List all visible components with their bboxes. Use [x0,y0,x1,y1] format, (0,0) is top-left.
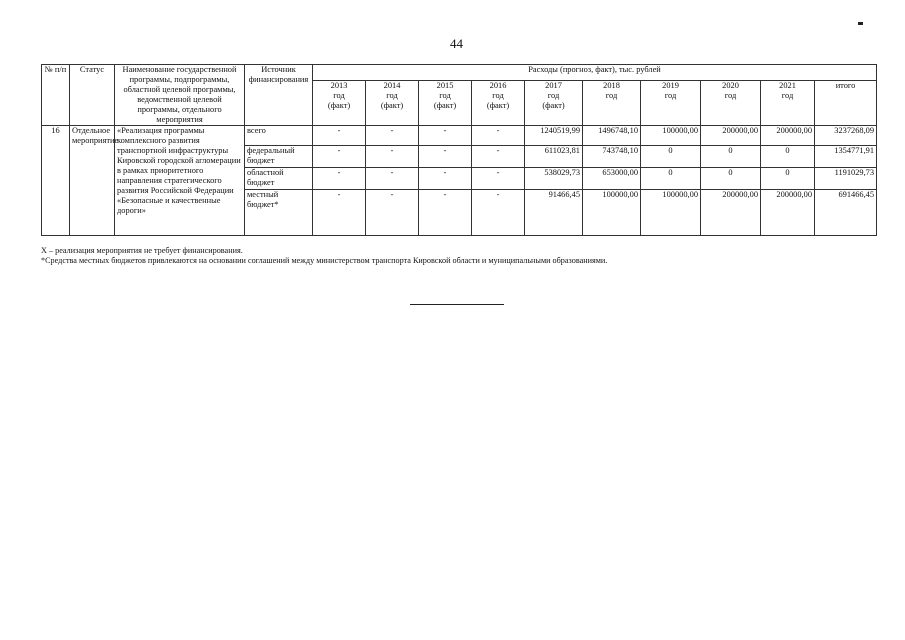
header-year-unit: год [724,90,737,100]
header-expenses: Расходы (прогноз, факт), тыс. рублей [313,65,877,81]
header-year-year: 2017 [545,80,562,90]
value-cell: - [366,146,419,168]
value-cell: - [419,190,472,236]
page-number: 44 [450,36,463,51]
header-year-year: 2015 [436,80,454,90]
value-cell: 0 [701,168,761,190]
header-year-unit: год [605,90,618,100]
value-cell: 691466,45 [815,190,877,236]
value-cell: 100000,00 [583,190,641,236]
value-cell: 200000,00 [761,190,815,236]
header-year-year: 2014 [383,80,401,90]
value-cell: - [366,126,419,146]
value-cell: 611023,81 [525,146,583,168]
header-year-2013 [313,80,366,125]
value-cell: 200000,00 [701,126,761,146]
footnote-local-budget: *Средства местных бюджетов привлекаются на основании соглашений между министерством транспорта Кировской области и муниципальными образованиями. [41,256,608,265]
header-year-2020 [701,80,761,125]
value-cell: 0 [701,146,761,168]
header-status: Статус [70,65,115,126]
header-year-unit: год [492,90,504,100]
header-source: Источник финансирования [245,65,313,126]
value-cell: 0 [761,146,815,168]
value-cell: 100000,00 [641,190,701,236]
header-year-unit: год [781,90,794,100]
value-cell: 200000,00 [701,190,761,236]
source-label: федеральный бюджет [245,146,313,168]
header-year-note: (факт) [380,100,404,110]
header-year-2018 [583,80,641,125]
scan-mark [858,22,863,25]
value-cell: 0 [641,146,701,168]
value-cell: 0 [761,168,815,190]
value-cell: 0 [641,168,701,190]
value-cell: 1240519,99 [525,126,583,146]
value-cell: 1496748,10 [583,126,641,146]
header-year-year: 2020 [722,80,739,90]
header-year-unit: год [439,90,451,100]
value-cell: - [472,190,525,236]
expenses-table [41,64,877,236]
value-cell: 1354771,91 [815,146,877,168]
value-cell: - [313,168,366,190]
header-year-note: (факт) [327,100,351,110]
header-year-2015 [419,80,472,125]
header-year-year: 2021 [779,80,796,90]
table-body [42,126,877,236]
source-label: местный бюджет* [245,190,313,236]
header-year-unit: год [547,90,560,100]
value-cell: 100000,00 [641,126,701,146]
value-cell: - [419,146,472,168]
value-cell: 653000,00 [583,168,641,190]
header-num: № п/п [42,65,70,126]
header-year-2021 [761,80,815,125]
header-year-year: 2018 [603,80,620,90]
value-cell: 91466,45 [525,190,583,236]
header-year-note: (факт) [542,100,565,110]
value-cell: - [472,168,525,190]
value-cell: - [472,146,525,168]
header-year-unit: год [386,90,398,100]
value-cell: - [366,190,419,236]
value-cell: - [419,168,472,190]
header-year-year: 2013 [330,80,348,90]
end-rule [410,304,504,305]
value-cell: 743748,10 [583,146,641,168]
source-label: областной бюджет [245,168,313,190]
header-year-note: (факт) [433,100,457,110]
header-year-2016 [472,80,525,125]
header-year-2014 [366,80,419,125]
header-total: итого [815,80,877,125]
value-cell: - [419,126,472,146]
row-num: 16 [42,126,70,236]
value-cell: - [313,190,366,236]
header-year-year: 2019 [662,80,679,90]
header-year-2019 [641,80,701,125]
source-label: всего [245,126,313,146]
value-cell: 3237268,09 [815,126,877,146]
value-cell: 538029,73 [525,168,583,190]
table-row [42,126,877,146]
header-name: Наименование государственной программы, подпрограммы, областной целевой программы, ведомственной целевой программы, отдельного мероприятия [115,65,245,126]
value-cell: 200000,00 [761,126,815,146]
header-year-year: 2016 [489,80,507,90]
header-year-note: (факт) [486,100,510,110]
footnote-x: Х – реализация мероприятия не требует финансирования. [41,246,243,255]
header-row-1 [42,65,877,81]
value-cell: - [366,168,419,190]
row-status: Отдельное мероприятие [70,126,115,236]
header-year-unit: год [664,90,677,100]
value-cell: - [313,146,366,168]
value-cell: - [472,126,525,146]
header-year-unit: год [333,90,345,100]
value-cell: 1191029,73 [815,168,877,190]
header-year-2017 [525,80,583,125]
value-cell: - [313,126,366,146]
row-name: «Реализация программы комплексного развития транспортной инфраструктуры Кировской городской агломерации в рамках приоритетного направления стратегического развития Российской Федерации «Безопасные и качественные дороги» [115,126,245,236]
